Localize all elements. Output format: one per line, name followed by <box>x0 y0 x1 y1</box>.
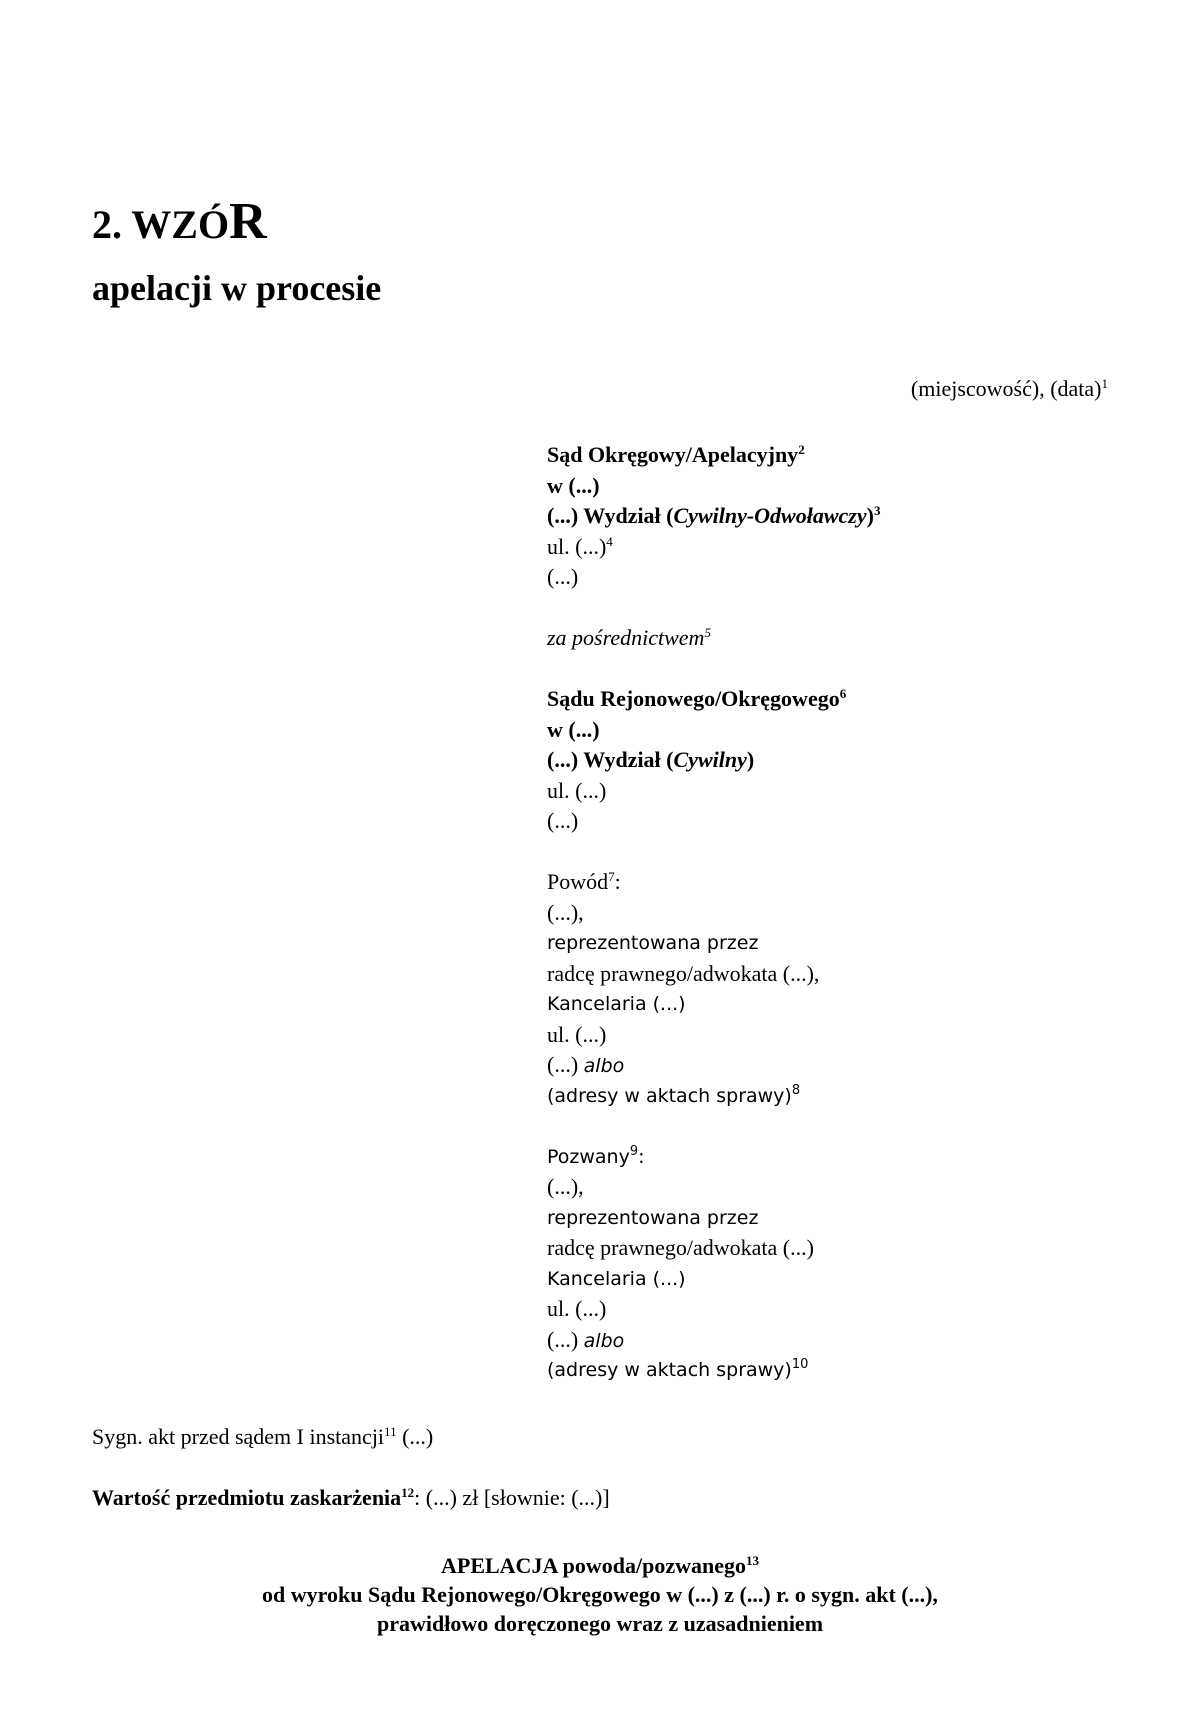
footnote-ref: 6 <box>839 686 847 701</box>
footnote-ref: 10 <box>791 1357 809 1372</box>
defendant-address-note: (adresy w aktach sprawy)$^{10}$ <box>547 1357 809 1381</box>
plaintiff-label: Powód$^7$: <box>547 869 621 894</box>
lower-court-division: (...) Wydział (Cywilny) <box>547 747 755 772</box>
footnote-ref: 13 <box>745 1553 759 1568</box>
court-city: w (...) <box>547 472 600 498</box>
appeal-value: Wartość przedmiotu zaskarżenia$^{12}$: (...) zł [słownie: (...)] <box>92 1485 610 1510</box>
appeal-subject: od wyroku Sądu Rejonowego/Okręgowego w (...) z (...) r. o sygn. akt (...), <box>262 1582 938 1607</box>
lower-court-city: w (...) <box>547 716 600 742</box>
lower-court-street: ul. (...) <box>547 777 607 803</box>
appeal-delivery: prawidłowo doręczonego wraz z uzasadnieniem <box>376 1611 824 1636</box>
footnote-ref: 11 <box>384 1424 397 1439</box>
lower-court-postal: (...) <box>547 808 579 833</box>
lower-court-name: Sądu Rejonowego/Okręgowego$^6$ <box>547 686 847 711</box>
address-column <box>547 440 880 1386</box>
place-date: (miejscowość), (data)$^1$ <box>910 376 1108 401</box>
court-street: ul. (...)$^4$ <box>547 533 613 559</box>
appeal-title: APELACJA powoda/pozwanego$^{13}$ <box>441 1553 759 1578</box>
footnote-ref: 12 <box>401 1485 415 1500</box>
case-signature: Sygn. akt przed sądem I instancji$^{11}$ (...) <box>92 1424 434 1449</box>
defendant-postal: (...) albo <box>547 1326 625 1352</box>
plaintiff-street: ul. (...) <box>547 1021 607 1047</box>
defendant-label: Pozwany$^9$: <box>547 1143 645 1168</box>
plaintiff-name: (...), <box>547 899 584 925</box>
court-postal: (...) <box>547 564 579 589</box>
footnote-ref: 9 <box>629 1143 639 1159</box>
defendant-street: ul. (...) <box>547 1296 607 1321</box>
defendant-office: Kancelaria (...) <box>547 1267 686 1290</box>
footnote-ref: 3 <box>873 503 881 518</box>
court-division: (...) Wydział (Cywilny-Odwoławczy)$^3$ <box>547 503 881 528</box>
footnote-ref: 1 <box>1101 376 1108 391</box>
defendant-attorney: radcę prawnego/adwokata (...) <box>547 1235 814 1260</box>
court-name: Sąd Okręgowy/Apelacyjny$^2$ <box>547 442 805 467</box>
via-court: za pośrednictwem$^5$ <box>547 625 711 650</box>
document-subtitle: apelacji w procesie <box>92 268 382 308</box>
heading-last-letter: R <box>229 193 267 250</box>
plaintiff-office: Kancelaria (...) <box>547 993 686 1015</box>
footnote-ref: 8 <box>791 1082 801 1098</box>
plaintiff-postal: (...) albo <box>547 1052 625 1077</box>
footnote-ref: 2 <box>798 442 805 457</box>
plaintiff-address-note: (adresy w aktach sprawy)$^8$ <box>547 1082 801 1107</box>
plaintiff-attorney: radcę prawnego/adwokata (...), <box>547 960 820 986</box>
footnote-ref: 7 <box>608 869 615 884</box>
footnote-ref: 5 <box>704 625 711 640</box>
footnote-ref: 4 <box>606 533 613 549</box>
heading-number: 2. WZÓ <box>92 202 230 247</box>
defendant-rep: reprezentowana przez <box>547 1206 759 1229</box>
plaintiff-rep: reprezentowana przez <box>547 932 759 954</box>
document-number-heading <box>92 193 267 250</box>
defendant-name: (...), <box>547 1174 584 1199</box>
